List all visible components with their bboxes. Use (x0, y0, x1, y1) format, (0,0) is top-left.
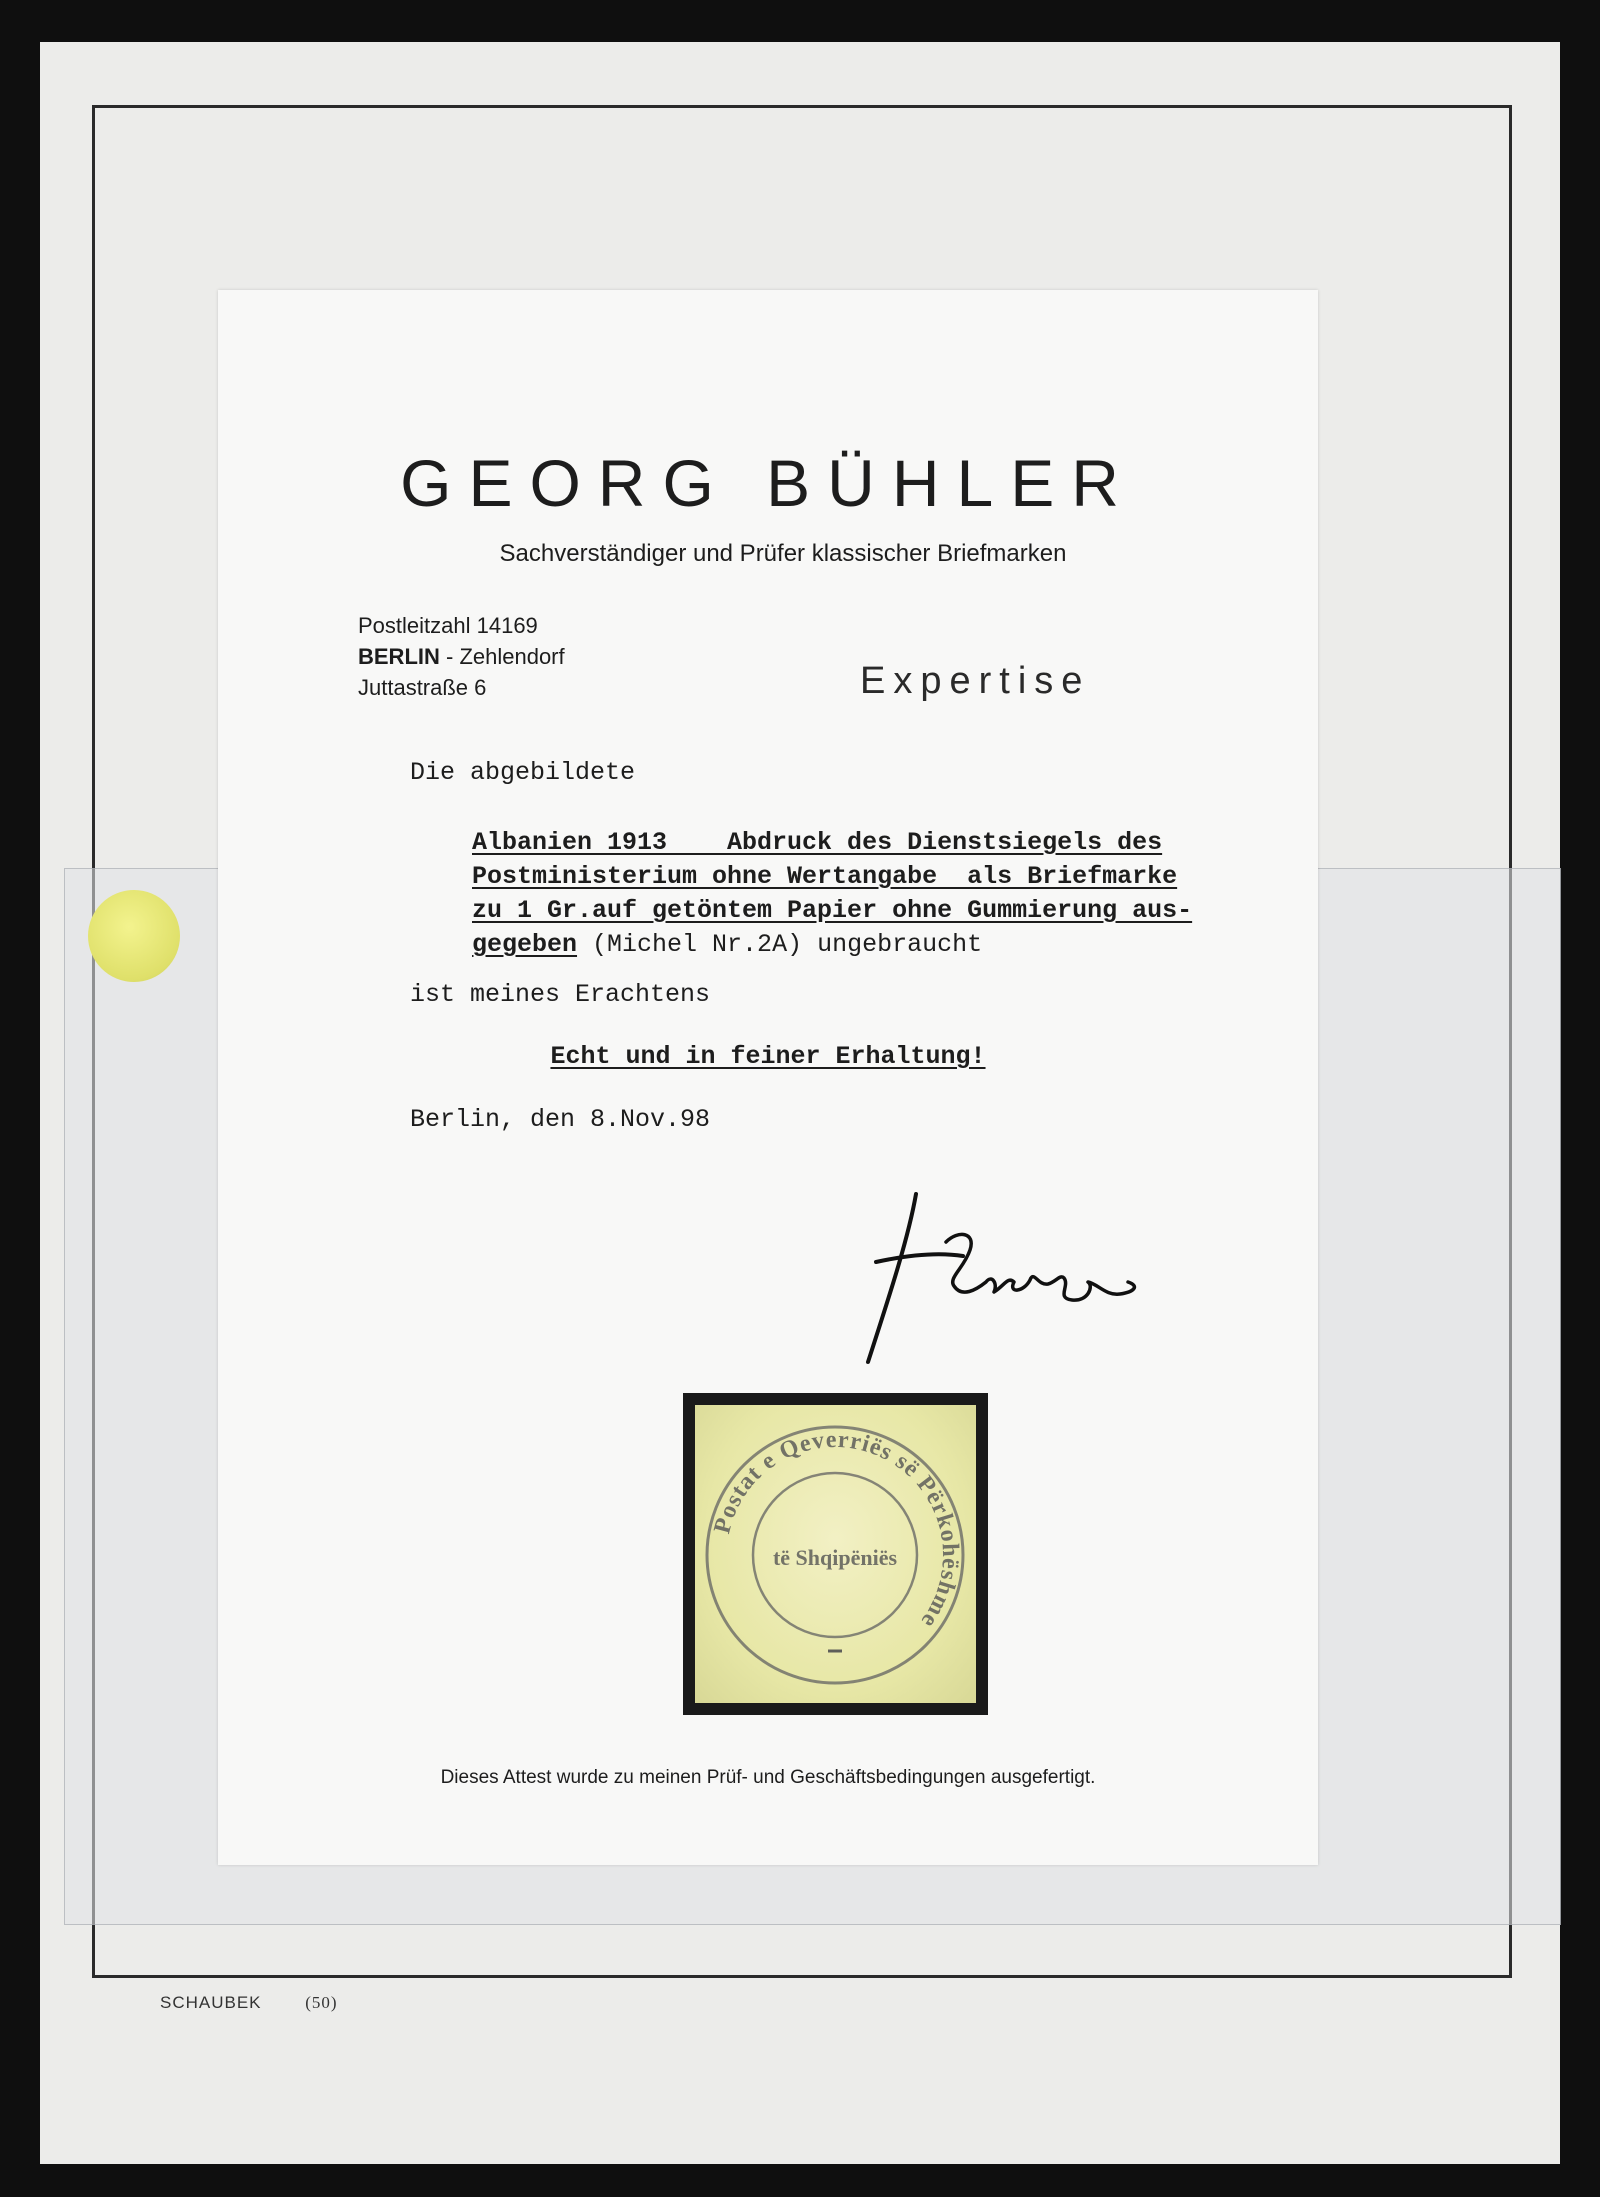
description-line-4-rest: (Michel Nr.2A) ungebraucht (577, 930, 983, 959)
expert-address (358, 610, 565, 703)
stamp-image (695, 1405, 976, 1703)
sleeve-marker-dot (88, 890, 180, 982)
description-line-2: Postministerium ohne Wertangabe als Briefmarke (472, 862, 1178, 891)
intro-text: Die abgebildete (410, 758, 636, 787)
address-city: BERLIN (358, 644, 440, 669)
svg-text:Postat e Qeverriës së Përkohës (709, 1427, 963, 1633)
verdict-text: Echt und in feiner Erhaltung! (550, 1042, 986, 1071)
expertise-certificate (218, 290, 1318, 1865)
description-line-3: zu 1 Gr.auf getöntem Papier ohne Gummierung aus- (472, 896, 1193, 925)
place-date: Berlin, den 8.Nov.98 (410, 1105, 711, 1134)
expert-subtitle: Sachverständiger und Prüfer klassischer Briefmarken (499, 540, 1067, 567)
description-line-4 (472, 928, 1212, 962)
terms-statement: Dieses Attest wurde zu meinen Prüf- und Geschäftsbedingungen ausgefertigt. (440, 1767, 1096, 1788)
handwritten-signature (858, 1190, 1188, 1370)
seal-impression (695, 1405, 976, 1703)
postal-code: Postleitzahl 14169 (358, 613, 538, 638)
album-page-number: (50) (305, 1993, 338, 2012)
seal-ring-text: Postat e Qeverriës së Përkohëshme (709, 1426, 964, 1634)
album-footer (160, 1993, 338, 2013)
seal-center-text: të Shqipëniës (772, 1545, 898, 1570)
address-district: - Zehlendorf (439, 644, 565, 669)
description-line-4-underlined: gegeben (472, 930, 578, 959)
certificate-type: Expertise (860, 660, 1091, 702)
opinion-text: ist meines Erachtens (410, 980, 711, 1009)
expert-name: GEORG BÜHLER (400, 446, 1136, 520)
address-city-line (358, 641, 565, 672)
address-street: Juttastraße 6 (358, 675, 487, 700)
stamp-image-mount (683, 1393, 988, 1715)
description-line-1: Albanien 1913 Abdruck des Dienstsiegels des (472, 828, 1163, 857)
album-publisher: SCHAUBEK (160, 1993, 262, 2012)
stamp-description (472, 826, 1212, 962)
